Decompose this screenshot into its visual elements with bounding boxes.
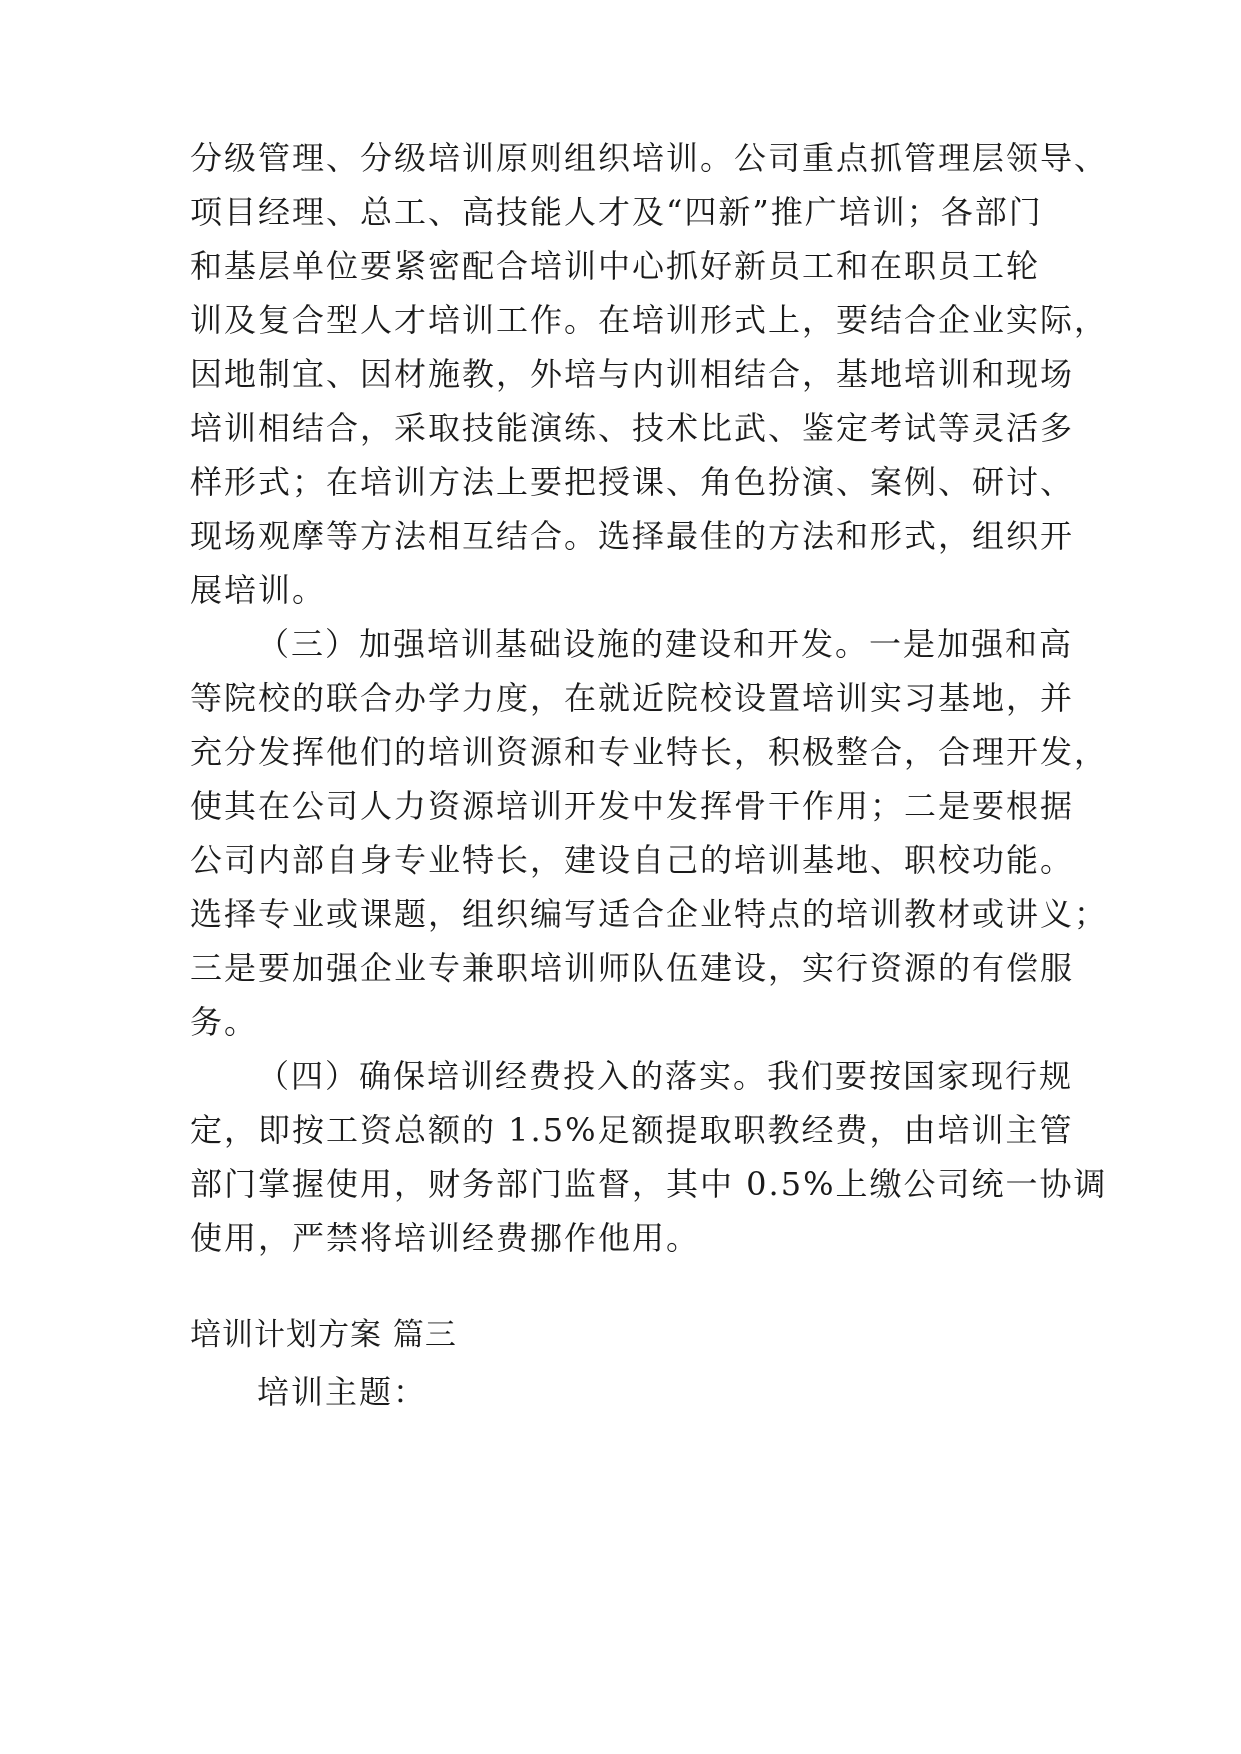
paragraph2-line: 务。 [190, 1003, 259, 1041]
paragraph2-line: 三是要加强企业专兼职培训师队伍建设，实行资源的有偿服 [190, 949, 1075, 987]
paragraph2-line: 充分发挥他们的培训资源和专业特长，积极整合，合理开发， [190, 733, 1109, 771]
paragraph2-line: 使其在公司人力资源培训开发中发挥骨干作用；二是要根据 [190, 787, 1075, 825]
paragraph2-line: （三）加强培训基础设施的建设和开发。一是加强和高 [257, 625, 1074, 663]
paragraph2-line: 公司内部自身专业特长，建设自己的培训基地、职校功能。 [190, 841, 1075, 879]
paragraph1-line: 和基层单位要紧密配合培训中心抓好新员工和在职员工轮 [190, 247, 1041, 285]
paragraph3-line: 部门掌握使用，财务部门监督，其中 0.5%上缴公司统一协调 [190, 1165, 1108, 1203]
paragraph2-line: 等院校的联合办学力度，在就近院校设置培训实习基地，并 [190, 679, 1075, 717]
subheading: 培训主题： [257, 1373, 428, 1411]
paragraph1-line: 因地制宜、因材施教，外培与内训相结合，基地培训和现场 [190, 355, 1075, 393]
section-heading: 培训计划方案 篇三 [190, 1317, 457, 1353]
paragraph1-line: 展培训。 [190, 571, 327, 609]
paragraph1-line: 分级管理、分级培训原则组织培训。公司重点抓管理层领导、 [190, 139, 1109, 177]
paragraph1-line: 样形式；在培训方法上要把授课、角色扮演、案例、研讨、 [190, 463, 1075, 501]
paragraph1-line: 训及复合型人才培训工作。在培训形式上，要结合企业实际， [190, 301, 1109, 339]
paragraph1-line: 现场观摩等方法相互结合。选择最佳的方法和形式，组织开 [190, 517, 1075, 555]
paragraph3-line: 使用，严禁将培训经费挪作他用。 [190, 1219, 701, 1257]
paragraph2-line: 选择专业或课题，组织编写适合企业特点的培训教材或讲义； [190, 895, 1109, 933]
paragraph1-line: 培训相结合，采取技能演练、技术比武、鉴定考试等灵活多 [190, 409, 1075, 447]
paragraph3-line: 定，即按工资总额的 1.5%足额提取职教经费，由培训主管 [190, 1111, 1074, 1149]
paragraph1-line: 项目经理、总工、高技能人才及“四新”推广培训；各部门 [190, 193, 1043, 231]
paragraph3-line: （四）确保培训经费投入的落实。我们要按国家现行规 [257, 1057, 1074, 1095]
